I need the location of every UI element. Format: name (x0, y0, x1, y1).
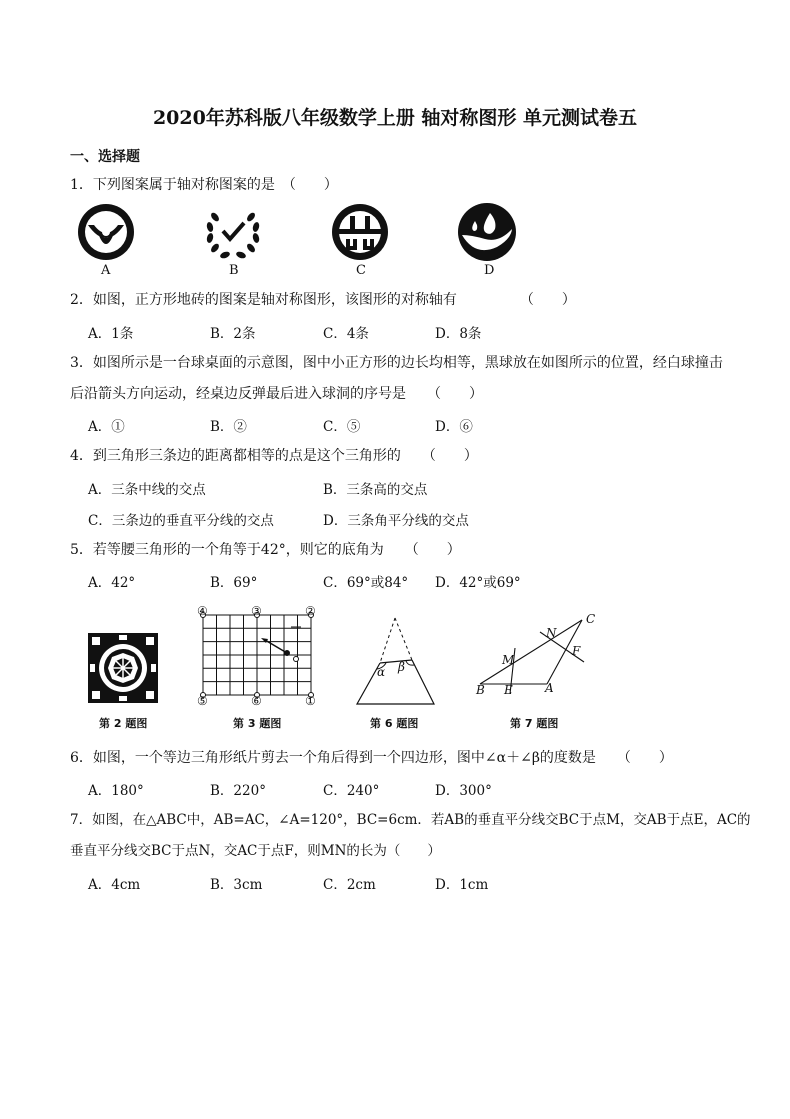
fig7-point-e: E (504, 683, 513, 697)
question-3-line-1: 3．如图所示是一台球桌面的示意图，图中小正方形的边长均相等，黑球放在如图所示的位置，经白球撞击 (70, 355, 723, 371)
question-1-text: 1．下列图案属于轴对称图案的是 （ ） (70, 177, 338, 193)
q7-option-a[interactable]: A．4cm (88, 877, 141, 893)
logo-label-b: B (229, 263, 239, 278)
logo-label-c: C (356, 263, 366, 278)
fig7-point-a: A (545, 681, 554, 695)
q5-option-c[interactable]: C．69°或84° (323, 575, 409, 591)
q2-option-c[interactable]: C．4条 (323, 326, 369, 342)
q7-option-c[interactable]: C．2cm (323, 877, 376, 893)
question-5-text: 5．若等腰三角形的一个角等于42°，则它的底角为 （ ） (70, 542, 461, 558)
question-7-line-1: 7．如图，在△ABC中，AB=AC，∠A=120°，BC=6cm．若AB的垂直平分线交BC于点M，交AB于点E，AC的 (70, 812, 751, 828)
fig6-angle-alpha: α (377, 665, 386, 679)
logo-b-icon (203, 203, 263, 263)
q2-option-a[interactable]: A．1条 (88, 326, 134, 342)
logo-c-icon (330, 203, 392, 263)
q2-option-d[interactable]: D．8条 (435, 326, 482, 342)
fig3-pocket-3: ③ (251, 604, 262, 618)
page-title: 2020年苏科版八年级数学上册 轴对称图形 单元测试卷五 (152, 107, 638, 129)
q5-option-b[interactable]: B．69° (210, 575, 258, 591)
fig3-pocket-4: ④ (197, 604, 208, 618)
figure-6-triangle (352, 616, 442, 708)
fig7-point-f: F (572, 644, 581, 658)
fig7-point-n: N (546, 626, 557, 640)
logo-label-d: D (484, 263, 495, 278)
fig3-pocket-1: ① (305, 694, 316, 708)
fig6-angle-beta: β (398, 660, 405, 674)
figure-7-triangle (470, 612, 600, 702)
logo-label-a: A (101, 263, 111, 278)
figure-3-billiard-table (195, 606, 325, 706)
q6-option-c[interactable]: C．240° (323, 783, 380, 799)
q2-option-b[interactable]: B．2条 (210, 326, 256, 342)
question-4-text: 4．到三角形三条边的距离都相等的点是这个三角形的 （ ） (70, 448, 478, 464)
q7-option-b[interactable]: B．3cm (210, 877, 263, 893)
q5-option-d[interactable]: D．42°或69° (435, 575, 521, 591)
question-7-line-2: 垂直平分线交BC于点N，交AC于点F，则MN的长为（ ） (70, 843, 441, 859)
figure-2-tile (88, 633, 158, 703)
question-3-line-2: 后沿箭头方向运动，经桌边反弹最后进入球洞的序号是 （ ） (70, 386, 483, 402)
fig3-pocket-5: ⑤ (197, 694, 208, 708)
fig6-caption: 第 6 题图 (370, 717, 419, 730)
q6-option-d[interactable]: D．300° (435, 783, 492, 799)
fig7-point-m: M (502, 653, 515, 667)
logo-a-icon (76, 203, 138, 263)
fig7-point-c: C (586, 612, 596, 626)
q3-option-c[interactable]: C．⑤ (323, 419, 361, 435)
fig3-caption: 第 3 题图 (233, 717, 282, 730)
q4-option-a[interactable]: A．三条中线的交点 (88, 482, 206, 498)
q6-option-a[interactable]: A．180° (88, 783, 144, 799)
fig2-caption: 第 2 题图 (99, 717, 148, 730)
fig3-pocket-2: ② (305, 604, 316, 618)
q7-option-d[interactable]: D．1cm (435, 877, 489, 893)
q5-option-a[interactable]: A．42° (88, 575, 136, 591)
q3-option-b[interactable]: B．② (210, 419, 247, 435)
section-heading: 一、选择题 (70, 149, 140, 165)
logo-d-icon (457, 203, 519, 263)
fig7-caption: 第 7 题图 (510, 717, 559, 730)
q3-option-a[interactable]: A．① (88, 419, 125, 435)
question-2-text: 2．如图，正方形地砖的图案是轴对称图形，该图形的对称轴有 （ ） (70, 292, 576, 308)
q4-option-c[interactable]: C．三条边的垂直平分线的交点 (88, 513, 274, 529)
fig3-pocket-6: ⑥ (251, 694, 262, 708)
q6-option-b[interactable]: B．220° (210, 783, 266, 799)
fig7-point-b: B (476, 683, 485, 697)
question-6-text: 6．如图，一个等边三角形纸片剪去一个角后得到一个四边形，图中∠α＋∠β的度数是 （ ） (70, 750, 673, 766)
q3-option-d[interactable]: D．⑥ (435, 419, 473, 435)
q4-option-d[interactable]: D．三条角平分线的交点 (323, 513, 469, 529)
q4-option-b[interactable]: B．三条高的交点 (323, 482, 428, 498)
